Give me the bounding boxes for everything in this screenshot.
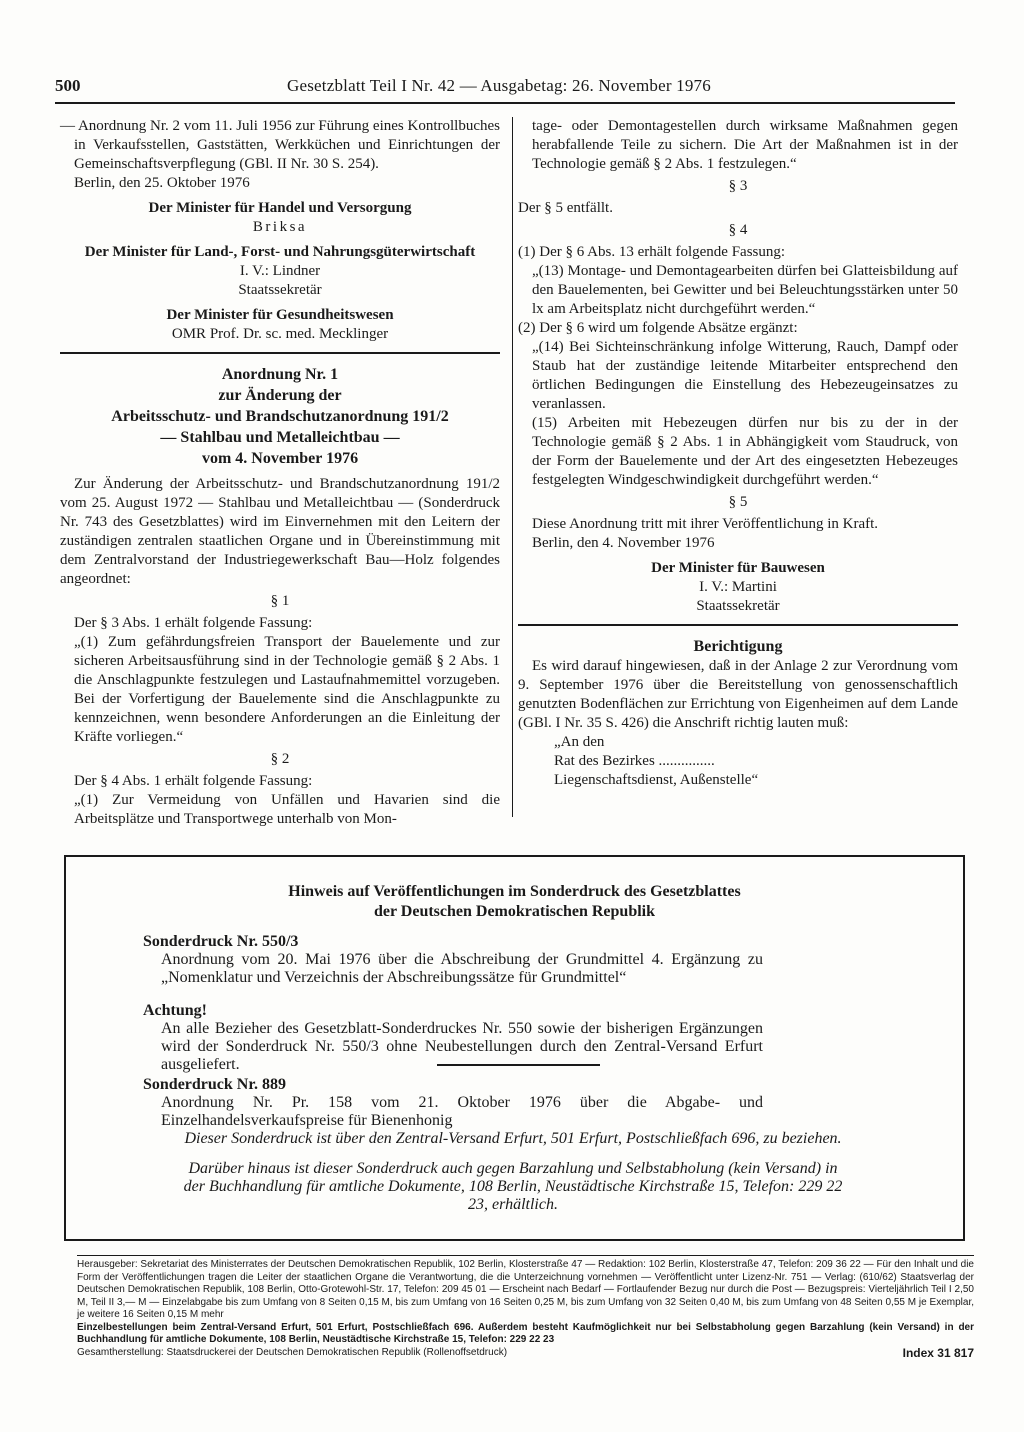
document-title: Anordnung Nr. 1 (221, 366, 339, 383)
repealed-item: — Anordnung Nr. 2 vom 11. Juli 1956 zur Führung eines Kontrollbuches in Verkaufsstellen, Gaststätten, Werkküchen und Einrichtungen der Gemeinschaftsverpflegung (GBl. II Nr. 30 S. 254). (60, 118, 500, 172)
paragraph: (1) Der § 6 Abs. 13 erhält folgende Fassung: (518, 244, 786, 260)
signer-name: Briksa (252, 219, 308, 235)
section-number: § 5 (728, 494, 748, 510)
ordering-info: Dieser Sonderdruck ist über den Zentral-Versand Erfurt, 501 Erfurt, Postschließfach 696, zu beziehen. (184, 1130, 842, 1147)
paragraph: Der § 4 Abs. 1 erhält folgende Fassung: (74, 773, 313, 789)
imprint (77, 1255, 974, 1359)
imprint-printer: Gesamtherstellung: Staatsdruckerei der Deutschen Demokratischen Republik (Rollenoffsetdruck) (77, 1346, 508, 1358)
document-title: vom 4. November 1976 (201, 450, 359, 467)
address-line: „An den (554, 734, 605, 750)
sonderdruck-text: Anordnung Nr. Pr. 158 vom 21. Oktober 1976 über die Abgabe- und Einzelhandelsverkaufspreise für Bienenhonig (161, 1094, 763, 1129)
sonderdruck-entry (143, 933, 763, 987)
address-line: Rat des Bezirkes ............... (554, 753, 715, 769)
signer-name: OMR Prof. Dr. sc. med. Mecklinger (171, 326, 389, 342)
notice-title (66, 882, 963, 922)
ordering-info: Darüber hinaus ist dieser Sonderdruck auch gegen Barzahlung und Selbstabholung (kein Versand) in der Buchhandlung für amtliche Dokumente, 108 Berlin, Neustädtische Kirchstraße 15, Telefon: 229 22 23, erhältlich. (183, 1160, 843, 1213)
sonderdruck-entry (143, 1076, 763, 1130)
signer-title: Der Minister für Land-, Forst- und Nahrungsgüterwirtschaft (84, 244, 476, 260)
achtung-text: An alle Bezieher des Gesetzblatt-Sonderdruckes Nr. 550 sowie der bisherigen Ergänzungen wird der Sonderdruck Nr. 550/3 ohne Neubestellungen durch den Zentral-Versand Erfurt ausgeliefert. (161, 1020, 763, 1073)
paragraph: Der § 3 Abs. 1 erhält folgende Fassung: (74, 615, 313, 631)
quoted-text: „(1) Zum gefährdungsfreien Transport der Bauelemente und zur sicheren Arbeitsausführung sind in der Technologie gemäß § 2 Abs. 1 die Anschlagpunkte festzulegen und Lastaufnahmemittel vorzugeben. Bei der Vorfertigung der Bauelemente sind die Anschlagpunkte zu kennzeichnen, wenn besondere Anforderungen an die Einleitung der Kräfte vorliegen.“ (74, 634, 500, 745)
quoted-text: „(14) Bei Sichteinschränkung infolge Witterung, Rauch, Dampf oder Staub hat der zuständige leitende Mitarbeiter entsprechend den örtlichen Bedingungen die Einstellung des Hebezeugeinsatzes zu veranlassen. (532, 339, 958, 412)
signer-name: I. V.: Lindner (239, 263, 321, 279)
page-header (55, 76, 955, 104)
imprint-text: Herausgeber: Sekretariat des Ministerrates der Deutschen Demokratischen Republik, 102 Berlin, Klosterstraße 47 — Redaktion: 102 Berlin, Klosterstraße 47, Telefon: 209 36 22 — Für den Inhalt und die Form der Veröffentlichungen tragen die Leiter der staatlichen Organe die Verantwortung, die die Unterzeichnung vornehmen — Veröffentlicht unter Lizenz-Nr. 751 — Verlag: (610/62) Staatsverlag der Deutschen Demokratischen Republik, 108 Berlin, Otto-Grotewohl-Str. 17, Telefon: 209 45 01 — Erscheint nach Bedarf — Fortlaufender Bezug nur durch die Post — Bezugspreis: Vierteljährlich Teil I 2,50 M, Teil II 3,— M — Einzelabgabe bis zum Umfang von 8 Seiten 0,15 M, bis zum Umfang von 16 Seiten 0,25 M, bis zum Umfang von 32 Seiten 0,40 M, bis zum Umfang von 48 Seiten 0,55 M je Exemplar, je weitere 16 Seiten 0,15 M mehr (77, 1259, 974, 1320)
page-number: 500 (55, 76, 81, 95)
left-column (60, 117, 500, 829)
section-number: § 2 (270, 751, 290, 767)
signer-role: Staatssekretär (696, 598, 780, 614)
section-number: § 1 (270, 593, 290, 609)
berichtigung-text: Es wird darauf hingewiesen, daß in der Anlage 2 zur Verordnung vom 9. September 1976 über die Bereitstellung von genossenschaftlich genutzten Bodenflächen zur Errichtung von Eigenheimen auf dem Lande (GBl. I Nr. 35 S. 426) die Anschrift richtig lauten muß: (518, 658, 958, 731)
intro-paragraph: Zur Änderung der Arbeitsschutz- und Brandschutzanordnung 191/2 vom 25. August 1972 — Stahlbau und Metalleichtbau — (Sonderdruck Nr. 743 des Gesetzblattes) wird im Einvernehmen mit den Leitern der zuständigen zentralen staatlichen Organe und in Übereinstimmung mit dem Zentralvorstand der Industriegewerkschaft Bau—Holz folgendes angeordnet: (60, 476, 500, 587)
paragraph: Der § 5 entfällt. (518, 200, 613, 216)
right-column (518, 117, 958, 790)
section-number: § 3 (728, 178, 748, 194)
column-divider (512, 117, 513, 817)
quoted-text: „(1) Zur Vermeidung von Unfällen und Havarien sind die Arbeitsplätze und Transportwege unterhalb von Mon- (74, 792, 500, 827)
notice-divider (437, 1064, 600, 1066)
section-rule (60, 352, 500, 354)
imprint-printer-line (77, 1347, 974, 1360)
quoted-text: tage- oder Demontagestellen durch wirksame Maßnahmen gegen herabfallende Teile zu sichern. Die Art der Maßnahmen ist in der Technologie gemäß § 2 Abs. 1 festzulegen.“ (532, 118, 958, 172)
notice-title-line: Hinweis auf Veröffentlichungen im Sonderdruck des Gesetzblattes (288, 883, 741, 900)
index-number: Index 31 817 (902, 1345, 974, 1360)
paragraph: Diese Anordnung tritt mit ihrer Veröffentlichung in Kraft. (532, 516, 879, 532)
section-rule (518, 624, 958, 626)
document-title: zur Änderung der (218, 387, 342, 404)
signer-title: Der Minister für Handel und Versorgung (148, 200, 412, 216)
signer-title: Der Minister für Gesundheitswesen (166, 307, 394, 323)
place-date: Berlin, den 4. November 1976 (532, 535, 715, 551)
achtung-label: Achtung! (143, 1002, 208, 1019)
section-number: § 4 (728, 222, 748, 238)
address-line: Liegenschaftsdienst, Außenstelle“ (554, 772, 759, 788)
signer-title: Der Minister für Bauwesen (651, 560, 825, 576)
sonderdruck-label: Sonderdruck Nr. 889 (143, 1076, 286, 1093)
signer-name: I. V.: Martini (699, 579, 777, 595)
quoted-text: „(13) Montage- und Demontagearbeiten dürfen bei Glatteisbildung auf den Bauelementen, bei Gewitter und bei Beleuchtungsstärken unter 50 lx am Arbeitsplatz nicht durchgeführt werden.“ (532, 263, 958, 317)
imprint-ordering: Einzelbestellungen beim Zentral-Versand Erfurt, 501 Erfurt, Postschließfach 696. Außerdem besteht Kaufmöglichkeit nur bei Selbstabholung gegen Barzahlung (kein Versand) in der Buchhandlung für amtliche Dokumente, 108 Berlin, Neustädtische Kirchstraße 15, Telefon: 229 22 23 (77, 1321, 974, 1345)
signer-role: Staatssekretär (238, 282, 322, 298)
place-date: Berlin, den 25. Oktober 1976 (74, 175, 250, 191)
sonderdruck-label: Sonderdruck Nr. 550/3 (143, 933, 299, 950)
berichtigung-title: Berichtigung (693, 638, 783, 655)
document-title: Arbeitsschutz- und Brandschutzanordnung 191/2 (111, 408, 449, 425)
document-title: — Stahlbau und Metalleichtbau — (160, 429, 400, 446)
paragraph: (2) Der § 6 wird um folgende Absätze ergänzt: (518, 320, 798, 336)
quoted-text: (15) Arbeiten mit Hebezeugen dürfen nur bis zu der in der Technologie gemäß § 2 Abs. 1 in Abhängigkeit vom Staudruck, von der Form der Bauelemente und der Art des eingesetzten Hebezeuges festgelegten Windgeschwindigkeit durchgeführt werden.“ (532, 415, 958, 488)
running-title: Gesetzblatt Teil I Nr. 42 — Ausgabetag: 26. November 1976 (287, 76, 711, 95)
notice-title-line: der Deutschen Demokratischen Republik (373, 903, 656, 920)
sonderdruck-text: Anordnung vom 20. Mai 1976 über die Abschreibung der Grundmittel 4. Ergänzung zu „Nomenklatur und Verzeichnis der Abschreibungssätze für Grundmittel“ (161, 951, 763, 986)
